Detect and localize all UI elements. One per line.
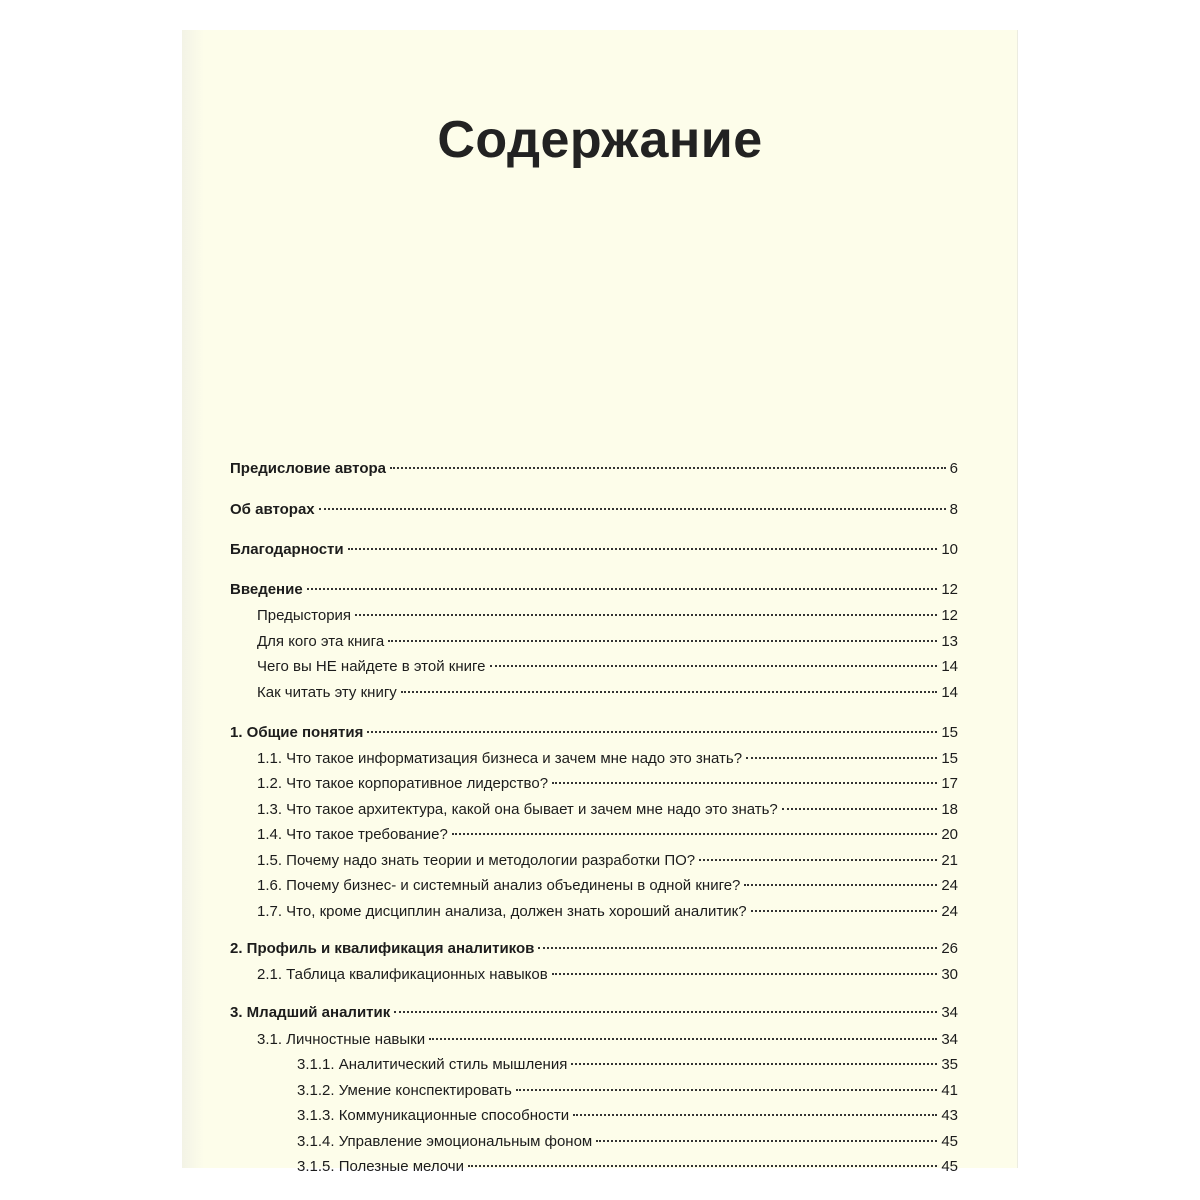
toc-entry-title: Чего вы НЕ найдете в этой книге — [257, 658, 486, 675]
toc-entry — [230, 799, 958, 821]
toc-entry-page: 30 — [941, 966, 958, 983]
toc-entry — [230, 824, 958, 846]
dot-leader — [367, 731, 937, 733]
toc-entry-title: 1.5. Почему надо знать теории и методологии разработки ПО? — [257, 852, 696, 869]
toc-entry — [230, 1002, 958, 1024]
dot-leader — [571, 1063, 937, 1065]
toc-entry-title: 1.6. Почему бизнес- и системный анализ объединены в одной книге? — [257, 877, 741, 894]
dot-leader — [307, 588, 938, 590]
toc-entry-page: 15 — [941, 750, 958, 767]
toc-entry-title: 3.1.4. Управление эмоциональным фоном — [297, 1133, 593, 1150]
dot-leader — [468, 1165, 937, 1167]
toc-entry-page: 24 — [941, 903, 958, 920]
toc-entry-title: 3. Младший аналитик — [230, 1004, 391, 1021]
toc-entry — [230, 722, 958, 744]
dot-leader — [573, 1114, 937, 1116]
toc-entry-title: 3.1.5. Полезные мелочи — [297, 1158, 464, 1175]
dot-leader — [699, 859, 937, 861]
toc-entry — [230, 458, 958, 480]
toc-entry-page: 12 — [941, 581, 958, 598]
toc-entry — [230, 901, 958, 923]
toc-entry-title: 1.1. Что такое информатизация бизнеса и зачем мне надо это знать? — [257, 750, 743, 767]
dot-leader — [355, 614, 937, 616]
toc-entry-page: 17 — [941, 775, 958, 792]
toc-entry-page: 34 — [941, 1031, 958, 1048]
toc-entry-title: 1. Общие понятия — [230, 724, 364, 741]
toc-entry-title: 1.4. Что такое требование? — [257, 826, 448, 843]
toc-entry-title: 3.1. Личностные навыки — [257, 1031, 426, 1048]
dot-leader — [401, 691, 938, 693]
toc-entry — [230, 656, 958, 678]
toc-entry-page: 12 — [941, 607, 958, 624]
dot-leader — [394, 1011, 937, 1013]
dot-leader — [596, 1140, 937, 1142]
toc-entry — [230, 850, 958, 872]
dot-leader — [552, 782, 937, 784]
book-page — [182, 30, 1018, 1175]
toc-entry-page: 34 — [941, 1004, 958, 1021]
toc-entry-title: Об авторах — [230, 501, 315, 518]
dot-leader — [746, 757, 937, 759]
toc-entry — [230, 499, 958, 521]
dot-leader — [552, 973, 938, 975]
dot-leader — [388, 640, 937, 642]
toc-entry-page: 43 — [941, 1107, 958, 1124]
toc-entry-title: Предисловие автора — [230, 460, 386, 477]
toc-entry-title: 2. Профиль и квалификация аналитиков — [230, 940, 535, 957]
toc-entry-title: Для кого эта книга — [257, 633, 385, 650]
toc-entry-page: 45 — [941, 1158, 958, 1175]
toc-entry — [230, 1054, 958, 1076]
toc-entry — [230, 579, 958, 601]
dot-leader — [782, 808, 938, 810]
toc-entry-title: 1.7. Что, кроме дисциплин анализа, должен знать хороший аналитик? — [257, 903, 747, 920]
toc-entry — [230, 605, 958, 627]
toc-entry-page: 10 — [941, 541, 958, 558]
toc-entry-page: 21 — [941, 852, 958, 869]
toc-entry — [230, 1105, 958, 1127]
toc-entry — [230, 1131, 958, 1153]
dot-leader — [744, 884, 937, 886]
dot-leader — [348, 548, 938, 550]
toc-entry — [230, 539, 958, 561]
toc-entry-title: Введение — [230, 581, 303, 598]
dot-leader — [429, 1038, 937, 1040]
dot-leader — [452, 833, 937, 835]
toc-entry — [230, 938, 958, 960]
toc-entry-page: 8 — [949, 501, 958, 518]
toc-entry-title: 3.1.3. Коммуникационные способности — [297, 1107, 570, 1124]
toc-entry-title: 3.1.2. Умение конспектировать — [297, 1082, 512, 1099]
toc-entry-page: 6 — [949, 460, 958, 477]
page-title: Содержание — [437, 111, 763, 169]
toc-entry-title: 2.1. Таблица квалификационных навыков — [257, 966, 548, 983]
toc-entry-page: 13 — [941, 633, 958, 650]
toc-entry-page: 14 — [941, 684, 958, 701]
toc-entry — [230, 1029, 958, 1051]
toc-entry — [230, 964, 958, 986]
dot-leader — [538, 947, 937, 949]
dot-leader — [390, 467, 946, 469]
dot-leader — [319, 508, 946, 510]
toc-entry — [230, 1080, 958, 1102]
dot-leader — [751, 910, 938, 912]
toc-entry — [230, 875, 958, 897]
toc-entry-page: 15 — [941, 724, 958, 741]
toc-entry-title: Благодарности — [230, 541, 344, 558]
toc-entry-page: 20 — [941, 826, 958, 843]
toc-entry-page: 35 — [941, 1056, 958, 1073]
dot-leader — [490, 665, 938, 667]
toc-entry-page: 18 — [941, 801, 958, 818]
toc-entry-page: 26 — [941, 940, 958, 957]
toc-entry-title: 1.3. Что такое архитектура, какой она бывает и зачем мне надо это знать? — [257, 801, 778, 818]
toc-entry — [230, 1156, 958, 1178]
toc-entry-title: 1.2. Что такое корпоративное лидерство? — [257, 775, 549, 792]
toc-entry — [230, 682, 958, 704]
toc-entry-page: 45 — [941, 1133, 958, 1150]
toc-entry — [230, 748, 958, 770]
toc-entry — [230, 631, 958, 653]
toc-entry-title: 3.1.1. Аналитический стиль мышления — [297, 1056, 568, 1073]
dot-leader — [516, 1089, 937, 1091]
toc-entry-title: Как читать эту книгу — [257, 684, 397, 701]
toc-entry-page: 41 — [941, 1082, 958, 1099]
toc-entry-title: Предыстория — [257, 607, 352, 624]
toc-entry-page: 24 — [941, 877, 958, 894]
toc-entry — [230, 773, 958, 795]
toc-entry-page: 14 — [941, 658, 958, 675]
